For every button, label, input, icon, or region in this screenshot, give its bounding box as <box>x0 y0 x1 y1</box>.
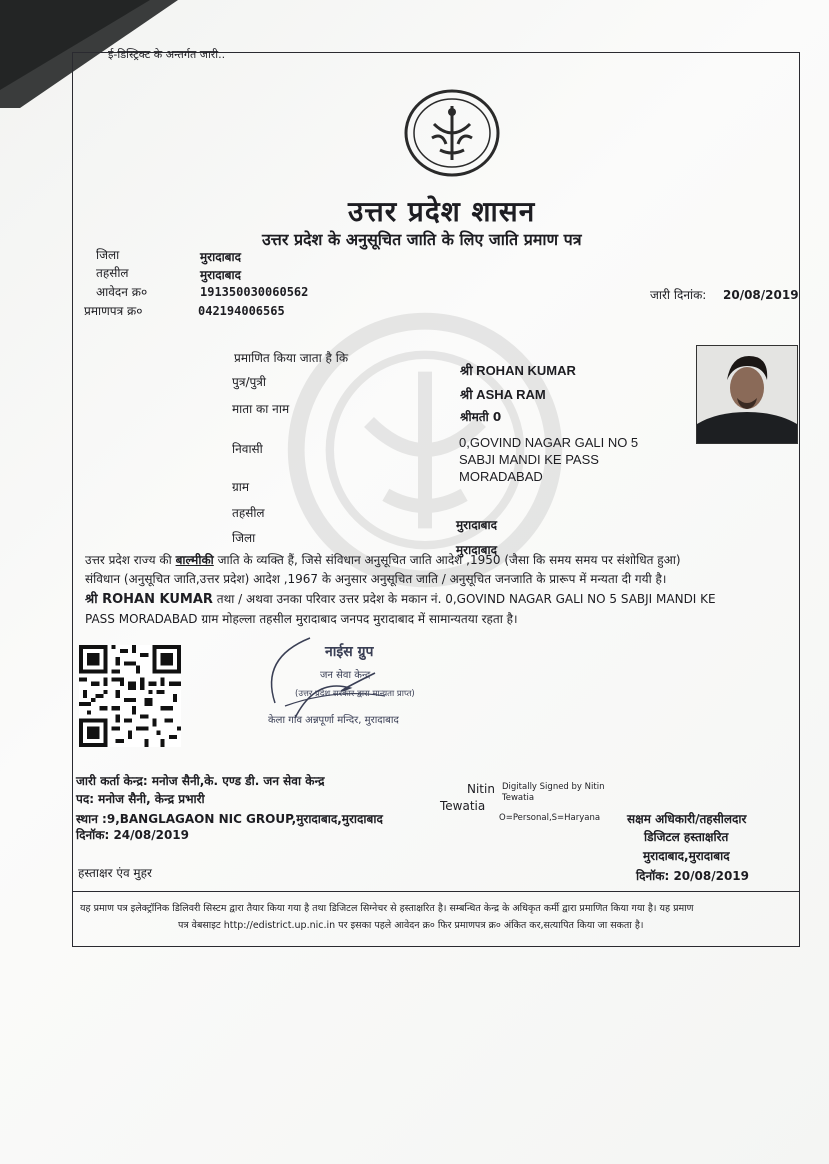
issuer-place: स्थान :9,BANGLAGAON NIC GROUP,मुरादाबाद,मुरादाबाद <box>76 812 383 826</box>
caste-statement-prefix: उत्तर प्रदेश राज्य की <box>85 553 176 567</box>
application-number: 191350030060562 <box>200 285 309 299</box>
address-line-2: SABJI MANDI KE PASS <box>459 452 599 467</box>
person-photo-icon <box>697 346 797 443</box>
signer-name-last: Tewatia <box>440 799 486 813</box>
tehsil-label: तहसील <box>96 266 129 280</box>
address-line-1: 0,GOVIND NAGAR GALI NO 5 <box>459 435 639 450</box>
mother-label: माता का नाम <box>232 402 290 416</box>
detail-district-label: जिला <box>232 531 256 545</box>
father-name: श्री ASHA RAM <box>460 387 546 402</box>
caste-statement-line-1 <box>85 551 681 569</box>
district-value: मुरादाबाद <box>200 250 242 264</box>
up-government-emblem-icon <box>402 88 502 178</box>
caste-statement-suffix: जाति के व्यक्ति हैं, जिसे संविधान अनुसूचित जाति आदेश ,1950 (जैसा कि समय समय पर संशोधित हुआ) <box>213 553 681 567</box>
certified-label: प्रमाणित किया जाता है कि <box>234 351 349 365</box>
footer-line-1: यह प्रमाण पत्र इलेक्ट्रॉनिक डिलिवरी सिस्टम द्वारा तैयार किया गया है तथा डिजिटल सिग्नेचर से हस्ताक्षरित है। सम्बन्धित केन्द्र के अधिकृत कर्मी द्वारा प्रमाणित किया गया है। यह प्रमाण <box>80 903 694 914</box>
caste-name: बाल्मीकी <box>175 553 214 567</box>
detail-district-value: मुरादाबाद <box>456 543 498 557</box>
footer-divider <box>72 891 800 892</box>
statement-applicant-name: श्री ROHAN KUMAR <box>85 592 213 607</box>
applicant-name: श्री ROHAN KUMAR <box>460 363 576 378</box>
residence-statement: तथा / अथवा उनका परिवार उत्तर प्रदेश के मकान नं. 0,GOVIND NAGAR GALI NO 5 SABJI MANDI KE <box>212 592 716 606</box>
address-line-3: MORADABAD <box>459 469 543 484</box>
detail-tehsil-value: मुरादाबाद <box>456 518 498 532</box>
parent-label: पुत्र/पुत्री <box>232 375 267 389</box>
detail-tehsil-label: तहसील <box>232 506 265 520</box>
certificate-number-label: प्रमाणपत्र क्र० <box>84 304 143 318</box>
signer-name-first: Nitin <box>467 782 495 796</box>
village-label: ग्राम <box>232 480 250 494</box>
tehsil-value: मुरादाबाद <box>200 268 242 282</box>
government-title: उत्तर प्रदेश शासन <box>348 195 536 228</box>
qr-code <box>79 644 181 748</box>
certificate-title: उत्तर प्रदेश के अनुसूचित जाति के लिए जाति प्रमाण पत्र <box>262 230 582 249</box>
stamp-line-4: केला गांव अन्नपूर्णा मन्दिर, मुरादाबाद <box>268 715 399 726</box>
application-label: आवेदन क्र० <box>96 285 148 299</box>
digital-signature-dn: O=Personal,S=Haryana <box>499 813 601 823</box>
digital-signature-label-2: Tewatia <box>502 793 535 803</box>
authority-signed: डिजिटल हस्ताक्षरित <box>644 830 729 844</box>
resident-label: निवासी <box>232 442 263 456</box>
digital-signature-label: Digitally Signed by Nitin <box>502 782 605 792</box>
authority-title: सक्षम अधिकारी/तहसीलदार <box>627 812 747 826</box>
applicant-photo <box>696 345 798 444</box>
stamp-line-3: (उत्तर प्रदेश सरकार द्वारा मान्यता प्राप्त) <box>295 689 415 699</box>
certificate-number: 042194006565 <box>198 304 285 318</box>
e-district-note: ई-डिस्ट्रिक्ट के अन्तर्गत जारी.. <box>108 48 226 61</box>
issue-date-label: जारी दिनांक: <box>650 288 707 302</box>
authority-date: दिनॉक: 20/08/2019 <box>636 869 750 883</box>
footer-line-2: पत्र वेबसाइट http://edistrict.up.nic.in पर इसका पहले आवेदन क्र० फिर प्रमाणपत्र क्र० अंकित कर,सत्यापित किया जा सकता है। <box>178 920 644 931</box>
stamp-line-1: नाईस ग्रुप <box>325 644 374 660</box>
signature-seal-label: हस्ताक्षर एंव मुहर <box>78 866 152 880</box>
caste-statement-line-3 <box>85 590 716 609</box>
issuer-post: पद: मनोज सैनी, केन्द्र प्रभारी <box>76 792 205 806</box>
caste-statement-line-2: संविधान (अनुसूचित जाति,उत्तर प्रदेश) आदेश ,1967 के अनुसार अनुसूचित जाति / अनुसूचित जनजाति के प्रारूप में मन्यता दी गयी है। <box>85 572 667 586</box>
stamp-line-2: जन सेवा केन्द्र <box>320 670 371 681</box>
issue-date-value: 20/08/2019 <box>723 288 799 302</box>
authority-place: मुरादाबाद,मुरादाबाद <box>643 849 730 863</box>
caste-statement-line-4: PASS MORADABAD ग्राम मोहल्ला तहसील मुरादाबाद जनपद मुरादाबाद में सामान्यतया रहता है। <box>85 612 518 626</box>
district-label: जिला <box>96 248 120 262</box>
issuer-date: दिनॉक: 24/08/2019 <box>76 828 190 842</box>
issuing-center: जारी कर्ता केन्द्र: मनोज सैनी,के. एण्ड डी. जन सेवा केन्द्र <box>76 774 325 788</box>
mother-name: श्रीमती 0 <box>460 410 502 424</box>
